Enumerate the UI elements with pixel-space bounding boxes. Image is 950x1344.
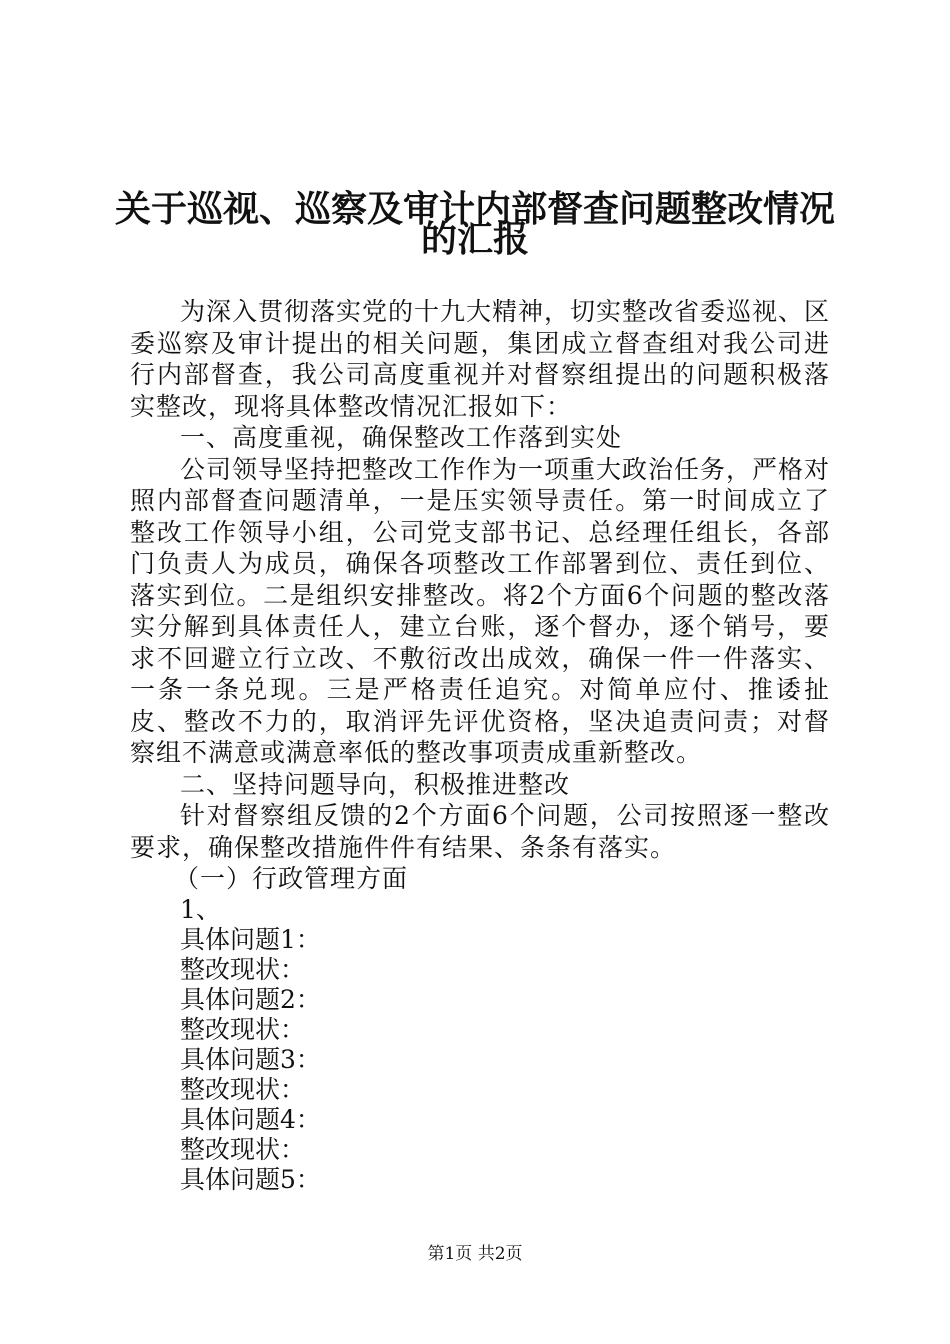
list-item: 具体问题4：: [180, 1104, 321, 1134]
intro-paragraph: 为深入贯彻落实党的十九大精神，切实整改省委巡视、区委巡察及审计提出的相关问题，集团成立督查组对我公司进行内部督查，我公司高度重视并对督察组提出的问题积极落实整改，现将具体整改情况汇报如下：: [130, 297, 831, 421]
list-item: 具体问题5：: [180, 1164, 321, 1194]
section2-paragraph: 针对督察组反馈的2个方面6个问题，公司按照逐一整改要求，确保整改措施件件有结果、条条有落实。: [130, 801, 830, 862]
list-item: 整改现状：: [180, 1014, 306, 1044]
list-item: 整改现状：: [180, 954, 306, 984]
list-item: 具体问题1：: [180, 924, 321, 954]
section1-heading: 一、高度重视，确保整改工作落到实处: [180, 423, 623, 452]
document-body: [130, 296, 830, 1195]
list-item: 具体问题3：: [180, 1044, 321, 1074]
document-title-line2: 的汇报: [420, 219, 529, 260]
section1-paragraph: 公司领导坚持把整改工作作为一项重大政治任务，严格对照内部督查问题清单，一是压实领导责任。第一时间成立了整改工作领导小组，公司党支部书记、总经理任组长，各部门负责人为成员，确保各项整改工作部署到位、责任到位、落实到位。二是组织安排整改。将2个方面6个问题的整改落实分解到具体责任人，建立台账，逐个督办，逐个销号，要求不回避立行立改、不敷衍改出成效，确保一件一件落实、一条一条兑现。三是严格责任追究。对简单应付、推诿扯皮、整改不力的，取消评先评优资格，坚决追责问责；对督察组不满意或满意率低的整改事项责成重新整改。: [130, 454, 831, 767]
subsection1-heading: （一）行政管理方面: [174, 864, 409, 893]
list-item: 整改现状：: [180, 1074, 306, 1104]
page-footer: 第1页 共2页: [427, 1244, 523, 1264]
list-item: 整改现状：: [180, 1134, 306, 1164]
document-title-line1: 关于巡视、巡察及审计内部督查问题整改情况: [114, 189, 835, 230]
list-item: 具体问题2：: [180, 984, 321, 1014]
section2-heading: 二、坚持问题导向，积极推进整改: [180, 769, 571, 799]
list-item: 1、: [180, 894, 221, 924]
